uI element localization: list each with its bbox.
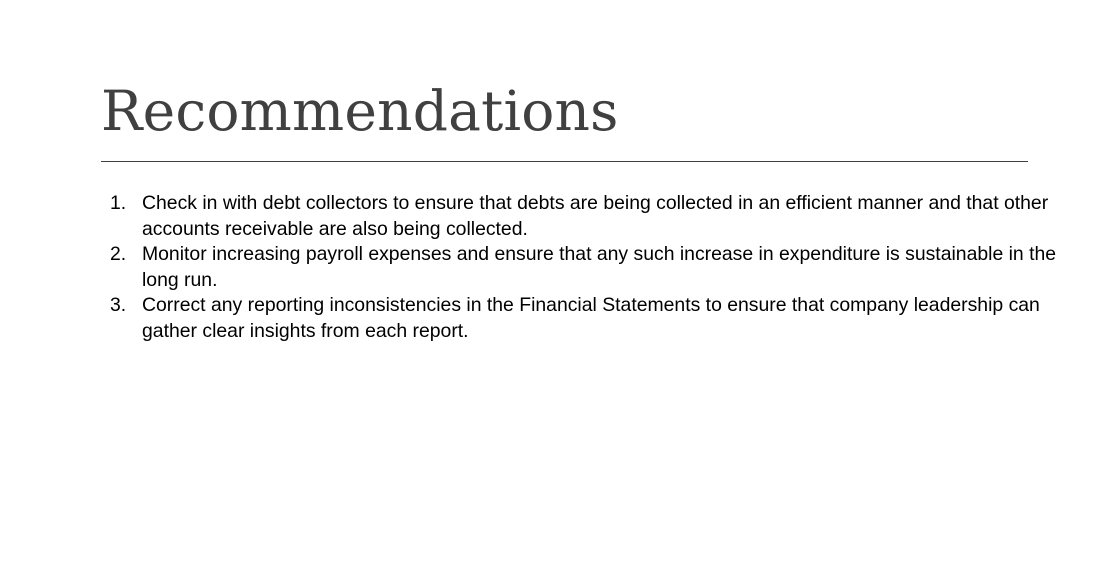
- list-item: [101, 242, 1066, 293]
- list-item-number: 1.: [110, 192, 127, 214]
- slide-title: Recommendations: [101, 79, 619, 143]
- list-item-number: 2.: [110, 243, 127, 265]
- list-item-text: Correct any reporting inconsistencies in the Financial Statements to ensure that company leadership can gather clear insights from each report.: [142, 294, 1040, 342]
- recommendations-list: [101, 191, 1066, 344]
- list-item-text: Monitor increasing payroll expenses and ensure that any such increase in expenditure is sustainable in the long run.: [142, 243, 1057, 291]
- title-divider: [101, 161, 1028, 162]
- list-item-number: 3.: [110, 294, 127, 316]
- list-item-text: Check in with debt collectors to ensure that debts are being collected in an efficient manner and that other accounts receivable are also being collected.: [142, 192, 1049, 240]
- list-item: [101, 191, 1066, 242]
- list-item: [101, 293, 1066, 344]
